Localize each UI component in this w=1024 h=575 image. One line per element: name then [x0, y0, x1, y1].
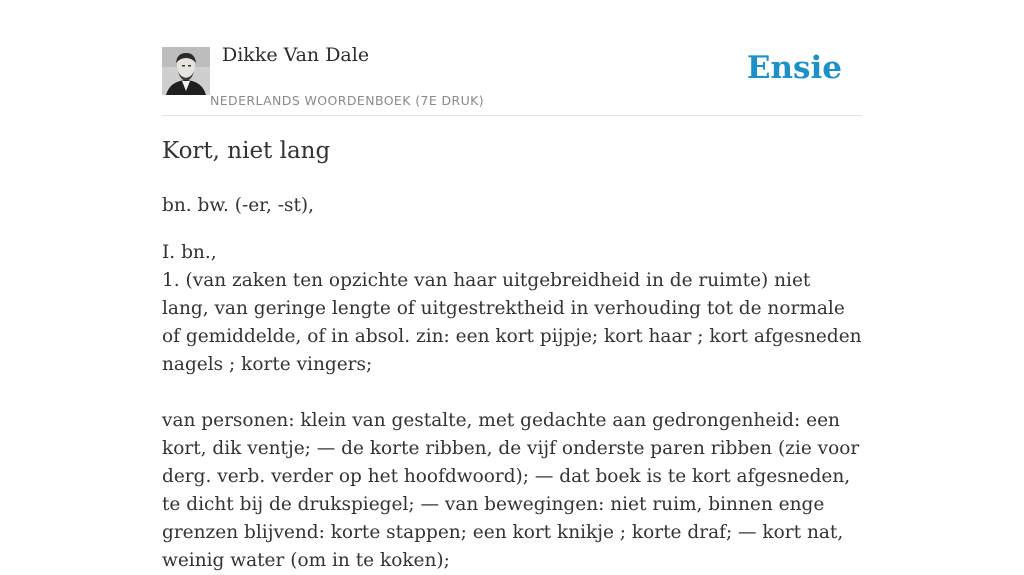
entry-title: Kort, niet lang — [162, 138, 331, 164]
definition-block — [162, 239, 862, 575]
entry-header — [162, 0, 862, 116]
portrait-image — [162, 47, 210, 95]
definition-paragraph-2: van personen: klein van gestalte, met gedachte aan gedrongenheid: een kort, dik ventje; — de korte ribben, de vijf onderste paren ribben (zie voor derg. verb. verder op het hoofdwoord); — dat boek is te kort afgesneden, te dicht bij de drukspiegel; — van bewegingen: niet ruim, binnen enge grenzen blijvend: korte stappen; een kort knikje ; korte draf; — kort nat, weinig water (om in te koken); — [162, 410, 860, 571]
ensie-logo[interactable]: Ensie — [746, 50, 842, 86]
content-column — [162, 0, 862, 571]
definition-paragraph-1: 1. (van zaken ten opzichte van haar uitgebreidheid in de ruimte) niet lang, van geringe lengte of uitgestrektheid in verhouding tot de normale of gemiddelde, of in absol. zin: een kort pijpje; kort haar ; kort afgesneden nagels ; korte vingers; — [162, 270, 862, 375]
paragraph-spacer — [162, 379, 862, 407]
grammar-line: bn. bw. (-er, -st), — [162, 195, 315, 216]
author-avatar[interactable] — [162, 47, 210, 95]
author-name[interactable]: Dikke Van Dale — [222, 44, 370, 66]
dictionary-source[interactable]: NEDERLANDS WOORDENBOEK (7E DRUK) — [210, 93, 485, 108]
section-label: I. bn., — [162, 242, 217, 263]
